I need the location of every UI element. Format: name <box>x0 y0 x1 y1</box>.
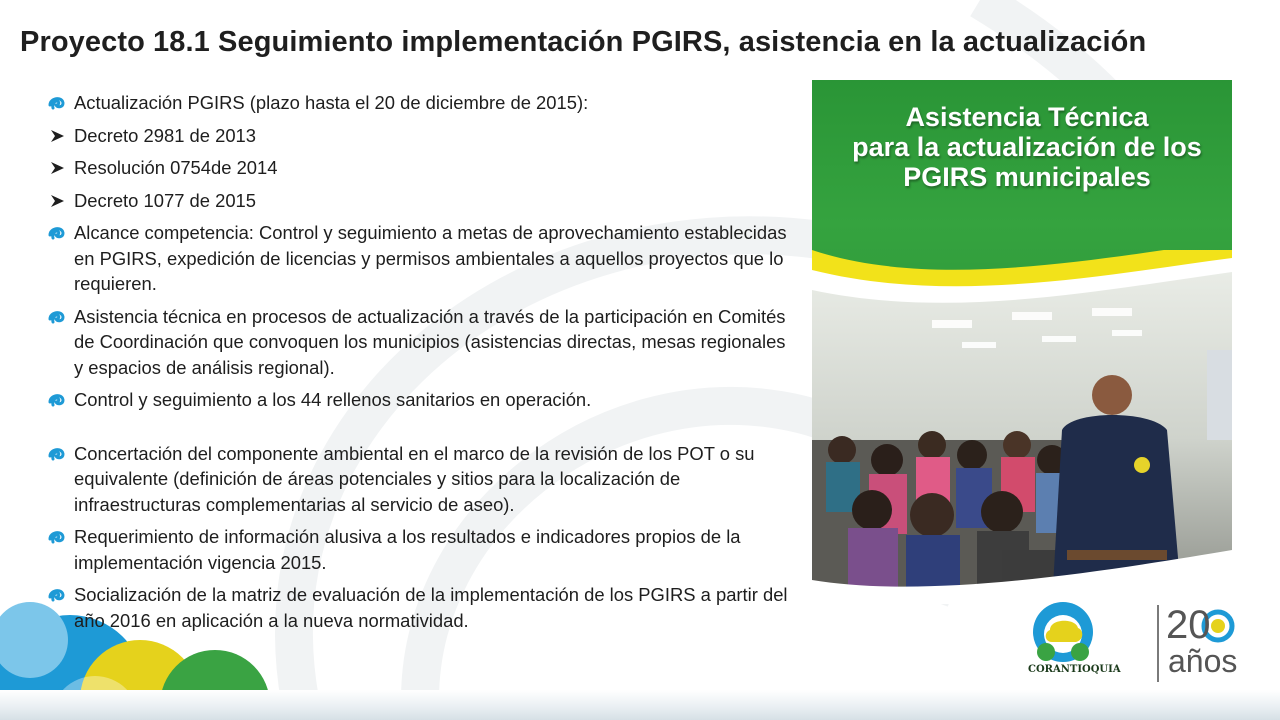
swirl-bullet-icon <box>48 529 66 545</box>
swirl-bullet-icon <box>48 95 66 111</box>
swirl-bullet-icon <box>48 446 66 462</box>
bullet-text: Requerimiento de información alusiva a los resultados e indicadores propios de la implementación vigencia 2015. <box>74 526 741 573</box>
bullet-text: Asistencia técnica en procesos de actualización a través de la participación en Comités de Coordinación que convoquen los municipios (asistencias directas, mesas regionales y espacios de análisis regional). <box>74 305 786 378</box>
bullet-item <box>48 441 788 518</box>
bullet-text: Control y seguimiento a los 44 rellenos sanitarios en operación. <box>74 389 592 410</box>
bullet-text: Decreto 2981 de 2013 <box>74 124 257 146</box>
corantioquia-emblem-icon <box>1028 600 1278 690</box>
swirl-bullet-icon <box>48 309 66 325</box>
slide-title: Proyecto 18.1 Seguimiento implementación PGIRS, asistencia en la actualización <box>20 26 1147 58</box>
footer-band <box>0 690 1280 720</box>
bullet-text: Decreto 1077 de 2015 <box>74 189 257 211</box>
arrow-bullet-icon <box>50 161 65 175</box>
arrow-bullet-icon <box>50 129 65 143</box>
poster-heading-line: PGIRS municipales <box>903 162 1151 192</box>
logo-years-number: 20 <box>1166 603 1211 647</box>
bullet-list <box>48 90 788 640</box>
swirl-bullet-icon <box>48 225 66 241</box>
bullet-item <box>48 155 788 181</box>
bullet-text: Actualización PGIRS (plazo hasta el 20 de diciembre de 2015): <box>74 92 589 113</box>
logo-name: CORANTIOQUIA <box>1028 664 1121 675</box>
bullet-item <box>48 524 788 575</box>
bullet-item <box>48 188 788 214</box>
bullet-text: Socialización de la matriz de evaluación de la implementación de los PGIRS a partir del año 2016 en aplicación a la nueva normatividad. <box>74 584 788 631</box>
logo-years-word: años <box>1168 643 1238 679</box>
poster-image <box>812 80 1232 604</box>
bullet-item <box>48 304 788 381</box>
bullet-item <box>48 220 788 297</box>
swirl-bullet-icon <box>48 392 66 408</box>
poster-heading <box>832 102 1222 192</box>
poster-heading-line: Asistencia Técnica <box>905 102 1149 132</box>
audience-photo <box>812 250 1232 604</box>
bullet-item <box>48 582 788 633</box>
bullet-text: Resolución 0754de 2014 <box>74 157 278 178</box>
bullet-text: Alcance competencia: Control y seguimiento a metas de aprovechamiento establecidas en PGIRS, expedición de licencias y permisos ambientales a aquellos proyectos que lo requieren. <box>74 222 787 294</box>
bullet-text: Concertación del componente ambiental en el marco de la revisión de los POT o su equivalente (definición de áreas potenciales y sitios para la localización de infraestructuras complementarias al servicio de aseo). <box>74 442 755 515</box>
bullet-item <box>48 387 788 413</box>
poster-heading-line: para la actualización de los <box>852 132 1202 162</box>
bullet-item <box>48 123 788 149</box>
corantioquia-logo <box>1028 600 1278 690</box>
swirl-bullet-icon <box>48 587 66 603</box>
arrow-bullet-icon <box>50 194 65 208</box>
bullet-item <box>48 90 788 116</box>
